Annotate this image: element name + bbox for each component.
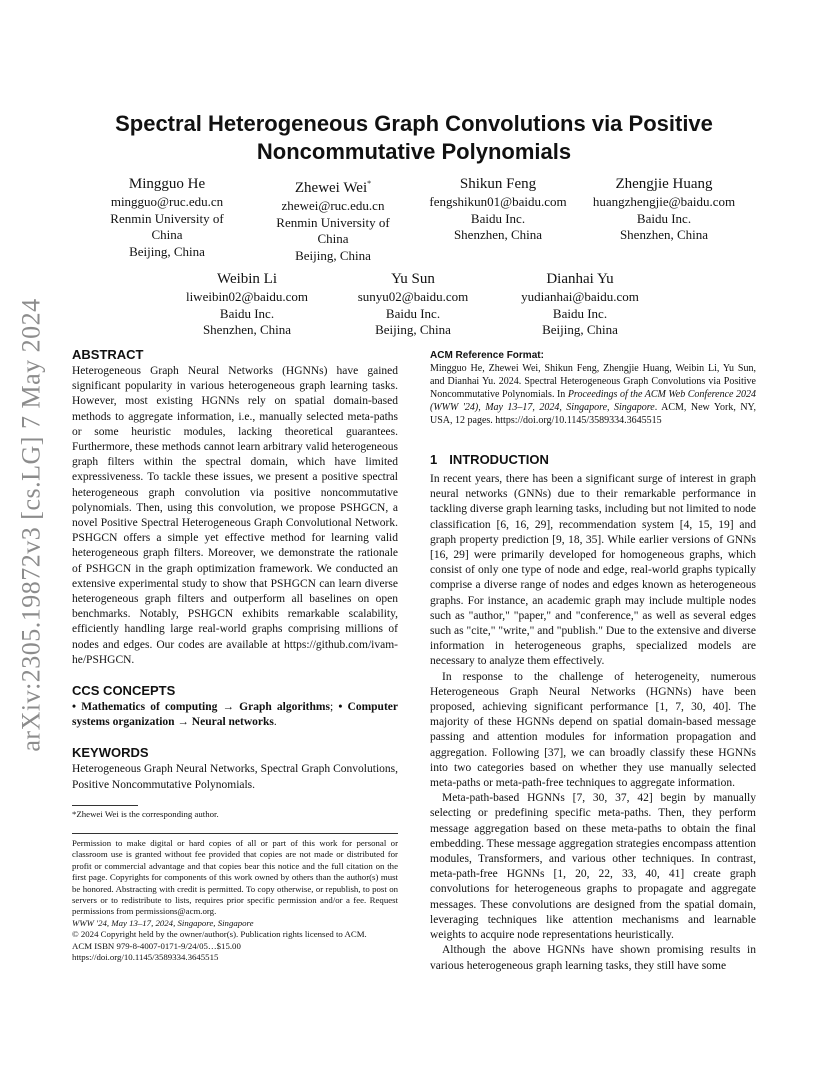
author-email: zhewei@ruc.edu.cn: [281, 198, 385, 213]
reference-proceedings: Proceedings of the ACM Web Conference 2024 (WWW '24), May 13–17, 2024, Singapore, Singapore: [430, 389, 756, 414]
arxiv-identifier: arXiv:2305.19872v3 [cs.LG] 7 May 2024: [17, 298, 46, 752]
author-name: Dianhai Yu: [546, 271, 614, 287]
author-affiliation: Baidu Inc.: [385, 305, 441, 321]
ccs-separator: ;: [329, 701, 339, 714]
author-affiliation: Baidu Inc.: [552, 305, 608, 321]
author-name: Mingguo He: [128, 176, 206, 192]
footnote-rule: [72, 805, 138, 806]
author-affiliation: Renmin University of: [110, 210, 224, 226]
permission-block: [72, 838, 398, 963]
arxiv-sidebar: [10, 280, 54, 770]
corresponding-author-note: *Zhewei Wei is the corresponding author.: [72, 809, 219, 819]
intro-heading: [430, 451, 756, 469]
author-location: Shenzhen, China: [202, 322, 292, 337]
intro-paragraph: Although the above HGNNs have shown promising results in various heterogeneous graph learning tasks, they still have some: [430, 944, 756, 972]
author-block: [581, 174, 747, 244]
author-block: [330, 269, 496, 339]
author-affiliation: China: [151, 227, 183, 242]
author-name: Shikun Feng: [459, 176, 537, 192]
author-location: Shenzhen, China: [619, 227, 709, 242]
abstract-text: Heterogeneous Graph Neural Networks (HGNNs) have gained significant popularity in various heterogeneous graph learning tasks. However, most existing HGNNs rely on spatial domain-based methods to aggregate information, i.e., manually selected meta-paths or some heuristic modules, lacking theoretical guarantees. Furthermore, these methods cannot learn arbitrary valid heterogeneous graph filters within the spectral domain, which have limited expressiveness. To tackle these issues, we present a positive spectral heterogeneous graph convolution via positive noncommutative polynomials. Then, using this convolution, we propose PSHGCN, a novel Positive Spectral Heterogeneous Graph Convolutional Network. PSHGCN offers a simple yet effective method for learning valid heterogeneous graph filters. Moreover, we demonstrate the rationale of PSHGCN in the graph optimization framework. We conducted an extensive experimental study to show that PSHGCN can learn diverse heterogeneous graph filters and outperform all baselines on open benchmarks. Notably, PSHGCN exhibits remarkable scalability, efficiently handling large real-world graphs comprising millions of nodes and edges. Our codes are available at https://github.com/ivam-he/PSHGCN.: [72, 365, 398, 666]
author-name: [250, 174, 416, 198]
acm-reference-heading: ACM Reference Format:: [430, 350, 544, 361]
ccs-concept: • Mathematics of computing → Graph algorithms: [72, 701, 330, 714]
author-location: Beijing, China: [129, 243, 205, 259]
author-block: [164, 269, 330, 339]
author-affiliation: Baidu Inc.: [636, 210, 692, 226]
acm-reference: [430, 349, 756, 428]
author-location: Beijing, China: [542, 322, 618, 337]
left-column: [72, 346, 398, 793]
author-affiliation: Baidu Inc.: [470, 210, 526, 226]
footnote: [72, 809, 398, 820]
acm-reference-text: [430, 362, 756, 427]
right-column: [430, 451, 756, 974]
permission-rule: [72, 833, 398, 834]
section-number: 1: [430, 452, 438, 467]
ccs-concepts: [72, 700, 398, 730]
author-email: huangzhengjie@baidu.com: [592, 194, 736, 209]
keywords-text: Heterogeneous Graph Neural Networks, Spectral Graph Convolutions, Positive Noncommutative Polynomials.: [72, 763, 398, 791]
title-line-2: Noncommutative Polynomials: [256, 139, 572, 164]
corresponding-mark: *: [367, 179, 372, 188]
reference-tail: . ACM, New York, NY, USA, 12 pages. https://doi.org/10.1145/3589334.3645515: [430, 402, 756, 427]
author-affiliation: Renmin University of: [276, 214, 390, 230]
keywords-heading: KEYWORDS: [72, 745, 149, 761]
author-name: Yu Sun: [391, 271, 435, 287]
author-name: Zhengjie Huang: [615, 176, 713, 192]
author-email: fengshikun01@baidu.com: [429, 194, 567, 209]
author-block: [84, 174, 250, 260]
author-block: [497, 269, 663, 339]
doi-line: https://doi.org/10.1145/3589334.3645515: [72, 952, 219, 963]
author-email: yudianhai@baidu.com: [521, 289, 639, 304]
author-name-text: Zhewei Wei: [294, 180, 368, 196]
author-location: Beijing, China: [375, 322, 451, 337]
ccs-end: .: [273, 716, 277, 729]
author-affiliation: China: [317, 231, 349, 246]
section-title: INTRODUCTION: [449, 452, 549, 467]
author-affiliation: Baidu Inc.: [219, 305, 275, 321]
author-block: [415, 174, 581, 244]
copyright-line: © 2024 Copyright held by the owner/author(s). Publication rights licensed to ACM.: [72, 929, 367, 940]
ccs-heading: CCS CONCEPTS: [72, 683, 176, 699]
author-location: Beijing, China: [295, 247, 371, 263]
intro-paragraph: In recent years, there has been a significant surge of interest in graph neural networks (GNNs) due to their remarkable performance in tackling diverse graph learning tasks, including but not limited to node classification [6, 16, 29], recommendation system [4, 15, 19] and graph property prediction [9, 18, 35]. While earlier versions of GNNs [16, 29] were primarily developed for homogeneous graphs, which consist of only one type of node and edge, real-world graphs typically comprise a diverse range of nodes and edges known as heterogeneous graphs. For instance, an academic graph may include multiple nodes such as "author," "paper," and "conference," as well as several edges such as "cite," "write," and "publish." Due to the extensive and diverse information in heterogeneous graphs, specialized models are necessary to analyze them effectively.: [430, 473, 756, 668]
author-email: liweibin02@baidu.com: [185, 289, 309, 304]
author-email: mingguo@ruc.edu.cn: [110, 194, 224, 209]
author-block: [250, 174, 416, 264]
abstract-heading: ABSTRACT: [72, 347, 144, 362]
venue-line: WWW '24, May 13–17, 2024, Singapore, Singapore: [72, 917, 254, 928]
permission-text: Permission to make digital or hard copies of all or part of this work for personal or classroom use is granted without fee provided that copies are not made or distributed for profit or commercial advantage and that copies bear this notice and the full citation on the first page. Copyrights for components of this work owned by others than the author(s) must be honored. Abstracting with credit is permitted. To copy otherwise, or republish, to post on servers or to redistribute to lists, requires prior specific permission and/or a fee. Request permissions from permissions@acm.org.: [72, 838, 398, 917]
reference-authors: Mingguo He, Zhewei Wei, Shikun Feng, Zhengjie Huang, Weibin Li, Yu Sun, and Dianhai Yu. 2024. Spectral Heterogeneous Graph Convolutions via Positive Noncommutative Polynomials. In: [430, 363, 756, 401]
author-email: sunyu02@baidu.com: [357, 289, 469, 304]
ccs-concept: • Computer systems organization → Neural networks: [72, 701, 398, 729]
intro-paragraph: In response to the challenge of heterogeneity, numerous Heterogeneous Graph Neural Networks (HGNNs) have been proposed, achieving significant performance [1, 7, 30, 40]. The majority of these HGNNs depend on spatial domain-based message passing and attention modules for information propagation and aggregation. Following [37], we can broadly classify these HGNNs into two categories based on whether they use manually selected meta-paths or meta-path-free techniques to aggregate information.: [430, 670, 756, 790]
intro-paragraph: Meta-path-based HGNNs [7, 30, 37, 42] begin by manually selecting or predefining specific meta-paths. Then, they perform message aggregation based on these meta-paths to obtain the final embedding. These message aggregation strategies encompass attention modules, Transformers, and various other techniques. In contrast, meta-path-free HGNNs [1, 20, 22, 33, 40, 41] create graph convolutions for heterogeneous graphs to propagate and aggregate messages. These convolutions are designed from the spatial domain, leveraging techniques like attention mechanisms and learnable weights to acquire node representations heuristically.: [430, 792, 756, 942]
title-line-1: Spectral Heterogeneous Graph Convolutions via Positive: [115, 111, 713, 136]
author-location: Shenzhen, China: [453, 227, 543, 242]
paper-title: [72, 110, 756, 166]
isbn-line: ACM ISBN 979-8-4007-0171-9/24/05…$15.00: [72, 940, 241, 951]
author-name: Weibin Li: [216, 271, 278, 287]
